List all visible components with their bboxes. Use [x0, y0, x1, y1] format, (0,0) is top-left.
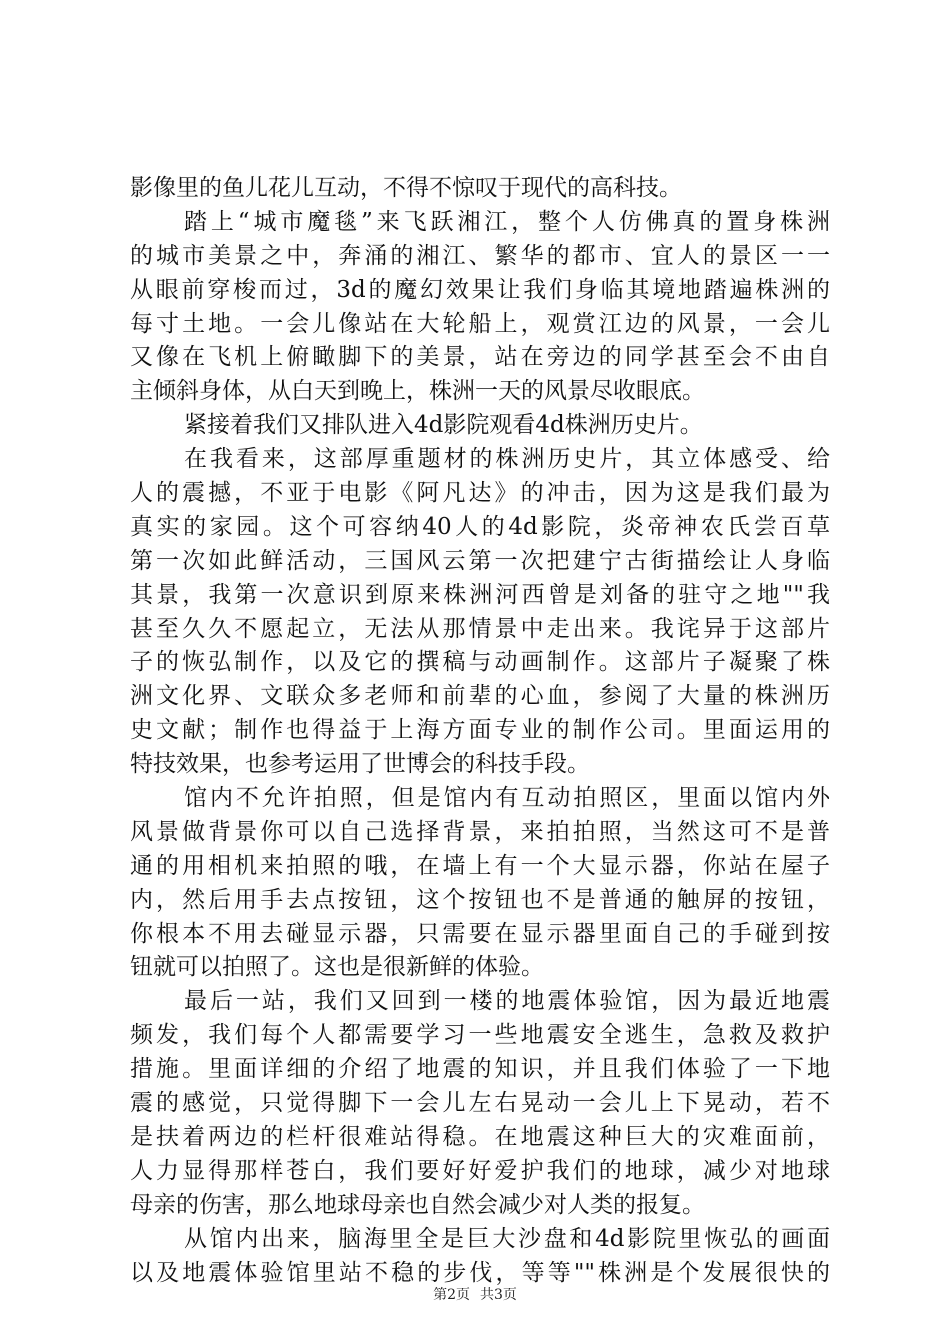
text-line: 子的恢弘制作，以及它的撰稿与动画制作。这部片子凝聚了株: [130, 649, 830, 676]
text-line: 人的震撼，不亚于电影《阿凡达》的冲击，因为这是我们最为: [130, 480, 830, 507]
text-line: 主倾斜身体，从白天到晚上，株洲一天的风景尽收眼底。: [130, 378, 705, 405]
text-line: 踏上“城市魔毯”来飞跃湘江，整个人仿佛真的置身株洲: [184, 208, 830, 235]
text-line: 震的感觉，只觉得脚下一会儿左右晃动一会儿上下晃动，若不: [130, 1090, 830, 1117]
text-line: 以及地震体验馆里站不稳的步伐，等等""株洲是个发展很快的: [130, 1259, 830, 1286]
text-line: 馆内不允许拍照，但是馆内有互动拍照区，里面以馆内外: [184, 785, 830, 812]
page-total: 共3页: [480, 1287, 517, 1303]
text-line: 措施。里面详细的介绍了地震的知识，并且我们体验了一下地: [130, 1056, 830, 1083]
text-line: 频发，我们每个人都需要学习一些地震安全逃生，急救及救护: [130, 1022, 830, 1049]
text-line: 甚至久久不愿起立，无法从那情景中走出来。我诧异于这部片: [130, 615, 830, 642]
text-line: 从馆内出来，脑海里全是巨大沙盘和4d影院里恢弘的画面: [184, 1225, 830, 1252]
text-line: 每寸土地。一会儿像站在大轮船上，观赏江边的风景，一会儿: [130, 310, 830, 337]
text-line: 是扶着两边的栏杆很难站得稳。在地震这种巨大的灾难面前，: [130, 1123, 830, 1150]
text-line: 特技效果，也参考运用了世博会的科技手段。: [130, 751, 590, 778]
text-line: 从眼前穿梭而过，3d的魔幻效果让我们身临其境地踏遍株洲的: [130, 276, 830, 303]
text-line: 第一次如此鲜活动，三国风云第一次把建宁古街描绘让人身临: [130, 547, 830, 574]
text-line: 内，然后用手去点按钮，这个按钮也不是普通的触屏的按钮，: [130, 886, 830, 913]
text-line: 人力显得那样苍白，我们要好好爱护我们的地球，减少对地球: [130, 1157, 830, 1184]
text-line: 母亲的伤害，那么地球母亲也自然会减少对人类的报复。: [130, 1191, 705, 1218]
page-footer: [0, 1284, 950, 1304]
text-line: 风景做背景你可以自己选择背景，来拍拍照，当然这可不是普: [130, 818, 830, 845]
text-line: 通的用相机来拍照的哦，在墙上有一个大显示器，你站在屋子: [130, 852, 830, 879]
text-line: 真实的家园。这个可容纳40人的4d影院，炎帝神农氏尝百草: [130, 513, 830, 540]
text-line: 你根本不用去碰显示器，只需要在显示器里面自己的手碰到按: [130, 920, 830, 947]
text-line: 影像里的鱼儿花儿互动，不得不惊叹于现代的高科技。: [130, 175, 682, 201]
text-line: 钮就可以拍照了。这也是很新鲜的体验。: [130, 954, 544, 981]
text-line: 的城市美景之中，奔涌的湘江、繁华的都市、宜人的景区一一: [130, 242, 830, 269]
document-body: [130, 172, 830, 1290]
text-line: 洲文化界、文联众多老师和前辈的心血，参阅了大量的株洲历: [130, 683, 830, 710]
text-line: 紧接着我们又排队进入4d影院观看4d株洲历史片。: [184, 412, 703, 439]
text-line: 其景，我第一次意识到原来株洲河西曾是刘备的驻守之地""我: [130, 581, 830, 608]
text-line: 在我看来，这部厚重题材的株洲历史片，其立体感受、给: [184, 446, 830, 473]
page-number: 第2页: [433, 1287, 470, 1303]
text-line: 史文献；制作也得益于上海方面专业的制作公司。里面运用的: [130, 717, 830, 744]
text-line: 最后一站，我们又回到一楼的地震体验馆，因为最近地震: [184, 988, 830, 1015]
text-line: 又像在飞机上俯瞰脚下的美景，站在旁边的同学甚至会不由自: [130, 344, 830, 371]
